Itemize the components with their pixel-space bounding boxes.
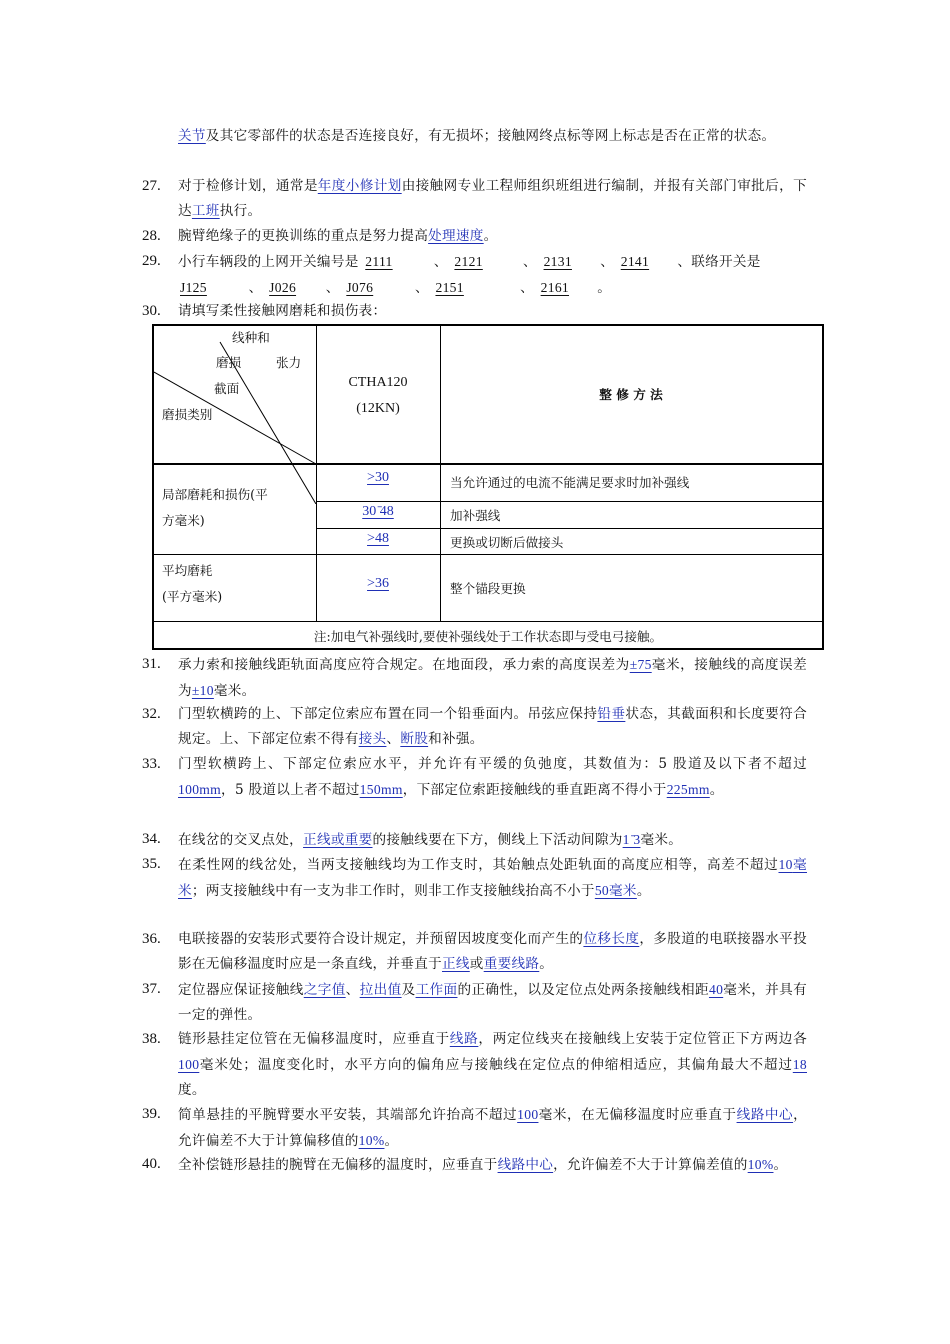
text-span: ，5 股道以上者不超过	[221, 782, 360, 798]
text-span: ，允许偏差不大于计算偏移值的	[178, 1107, 807, 1149]
table-note: 注:加电气补强线时,要使补强线处于工作状态即与受电弓接触。	[313, 629, 663, 644]
question-34	[142, 827, 807, 853]
text-span: 门型软横跨的上、下部定位索应布置在同一个铅垂面内。吊弦应保持	[178, 706, 598, 722]
text-span: 承力索和接触线距轨面高度应符合规定。在地面段，承力索的高度误差为	[178, 657, 630, 673]
text-span: 、	[325, 280, 340, 296]
header-label: 磨损	[216, 355, 242, 370]
blank-field: J026	[269, 280, 297, 295]
text-span: 状态，其截面积和长度要符合规定。上、下部定位索不得有	[178, 706, 808, 747]
blank-field: 2141	[620, 254, 650, 269]
text-span: 的正确性，以及定位点处两条接触线相距	[457, 982, 709, 998]
text-span: 在线岔的交叉点处，	[178, 832, 304, 848]
row-label-local-wear	[162, 482, 268, 534]
header-label: 张力	[276, 355, 302, 370]
answer: 50	[594, 883, 610, 898]
text-span: 30.	[142, 303, 161, 319]
answer: 100	[178, 1057, 200, 1072]
table-value: >30	[367, 470, 389, 485]
blank-field: J076	[346, 280, 374, 295]
text-span: 、	[386, 731, 401, 747]
blank-field: J125	[180, 280, 207, 295]
answer: 工作面	[415, 982, 458, 998]
question-31	[142, 652, 807, 704]
text-span: 。	[384, 1133, 399, 1149]
text-span: 毫米。	[213, 683, 256, 699]
text-span: ，两定位线夹在接触线上安装于定位管正下方两边各	[478, 1031, 807, 1047]
table-value: >36	[367, 576, 389, 591]
intro-paragraph	[142, 124, 807, 149]
answer: 断股	[400, 731, 429, 747]
text-span: ，多股道的电联接器水平投影在无偏移温度时应是一条直线，并垂直于	[178, 931, 807, 972]
answer: 18	[792, 1057, 807, 1072]
text-span: (12KN)	[356, 401, 400, 416]
answer: 拉出值	[359, 982, 402, 998]
text-span: 39.	[142, 1106, 161, 1122]
answer: 10%	[747, 1157, 774, 1172]
text-span: 在柔性网的线岔处，当两支接触线均为工作支时，其始触点处距轨面的高度应相等，高差不超过	[178, 857, 779, 873]
text-span: 执行。	[219, 203, 262, 219]
text-span: 29.	[142, 253, 161, 269]
wear-damage-table	[152, 324, 824, 650]
question-33	[142, 752, 807, 803]
table-method: 更换或切断后做接头	[450, 535, 564, 550]
text-span: 及	[401, 982, 416, 998]
question-38	[142, 1027, 807, 1103]
answer: 线路中心	[736, 1107, 794, 1123]
question-29	[142, 249, 807, 301]
answer: 工班	[191, 203, 220, 219]
blank-field: 2151	[435, 280, 464, 295]
text-span: 34.	[142, 831, 161, 847]
text-span: (平方毫米)	[162, 589, 223, 604]
text-span: 方毫米)	[162, 513, 205, 528]
text-span: 局部磨耗和损伤(平	[162, 487, 268, 502]
answer: 之字值	[303, 982, 346, 998]
text-span: 、	[248, 280, 263, 296]
header-label: 线种和	[232, 330, 270, 345]
table-method: 整个锚段更换	[450, 581, 526, 596]
question-27	[142, 174, 807, 224]
blank-field: 2111	[365, 254, 393, 269]
text-span: 。	[709, 782, 724, 798]
text-span: 门型软横跨上、下部定位索应水平，并允许有平缓的负弛度，其数值为：5 股道及以下者不超过	[178, 756, 807, 772]
text-span: 及其它零部件的状态是否连接良好，有无损坏；接触网终点标等网上标志是否在正常的状态。	[205, 128, 776, 144]
question-30	[142, 299, 807, 324]
column-header-ctha120	[316, 370, 440, 422]
text-span: 37.	[142, 981, 161, 997]
answer: 关节	[178, 128, 206, 144]
answer: 处理速度	[428, 228, 484, 244]
text-span: 毫米。	[640, 832, 683, 848]
answer: 40	[708, 982, 724, 997]
text-span: 33.	[142, 756, 161, 772]
answer: 1 ̄3	[622, 832, 641, 847]
blank-field: 2131	[543, 254, 572, 269]
header-label: 截面	[214, 381, 240, 396]
text-span: 或	[469, 956, 484, 972]
text-span: 、	[600, 254, 615, 270]
text-span: 平均磨耗	[162, 563, 213, 578]
question-35	[142, 852, 807, 904]
text-span: ；两支接触线中有一支为非工作时，则非工作支接触线抬高不小于	[191, 883, 595, 899]
answer: ±75	[629, 657, 652, 672]
text-span: 由接触网专业工程师组织班组进行编制，并报有关部门审批后，下达	[178, 178, 808, 219]
text-span: 。	[539, 956, 554, 972]
text-span: 27.	[142, 178, 161, 194]
text-span: 。	[483, 228, 498, 244]
text-span: 和补强。	[428, 731, 484, 747]
answer: 重要线路	[483, 956, 540, 972]
answer: 年度小修计划	[317, 178, 402, 194]
blank-field: 2121	[454, 254, 483, 269]
text-span: ，下部定位索距接触线的垂直距离不得小于	[402, 782, 667, 798]
text-span: 的接触线要在下方，侧线上下活动间隙为	[372, 832, 623, 848]
header-label: 磨损类别	[162, 407, 213, 422]
text-span: 40.	[142, 1156, 161, 1172]
text-span: 28.	[142, 228, 161, 244]
question-37	[142, 977, 807, 1028]
table-method: 加补强线	[450, 508, 501, 523]
answer: 接头	[358, 731, 387, 747]
text-span: 35.	[142, 856, 161, 872]
question-40	[142, 1152, 807, 1178]
question-28	[142, 224, 807, 249]
answer: 毫米	[609, 883, 637, 899]
answer: 225mm	[666, 782, 710, 797]
text-span: CTHA120	[348, 375, 408, 390]
table-value: 30 ̄48	[362, 504, 394, 519]
answer: 铅垂	[597, 706, 626, 722]
table-method: 当允许通过的电流不能满足要求时加补强线	[450, 475, 690, 490]
answer: 毫米	[178, 857, 807, 899]
answer: 100	[517, 1107, 539, 1122]
text-span: 38.	[142, 1031, 161, 1047]
answer: 正线或重要	[303, 832, 373, 848]
answer: 正线	[441, 956, 470, 972]
text-span: 。	[597, 280, 612, 296]
text-span: 32.	[142, 706, 161, 722]
table-value: >48	[367, 531, 389, 546]
text-span: 电联接器的安装形式要符合设计规定，并预留因坡度变化而产生的	[178, 931, 584, 947]
answer: ±10	[191, 683, 214, 698]
text-span: 毫米，在无偏移温度时应垂直于	[538, 1107, 737, 1123]
text-span: 简单悬挂的平腕臂要水平安装，其端部允许抬高不超过	[178, 1107, 518, 1123]
text-span: 、	[520, 280, 534, 296]
question-32	[142, 702, 807, 752]
text-span: 36.	[142, 931, 161, 947]
column-header-method: 整 修 方 法	[599, 387, 663, 402]
answer: 100mm	[178, 782, 222, 797]
text-span: 定位器应保证接触线	[178, 982, 304, 998]
answer: 位移长度	[583, 931, 640, 947]
answer: 10%	[358, 1133, 385, 1148]
text-span: 31.	[142, 656, 161, 672]
text-span: 、	[345, 982, 360, 998]
text-span: 毫米处；温度变化时，水平方向的偏角应与接触线在定位点的伸缩相适应，其偏角最大不超过	[199, 1057, 793, 1073]
text-span: 度。	[178, 1082, 206, 1098]
text-span: 小行车辆段的上网开关编号是	[178, 254, 359, 270]
text-span: ，允许偏差不大于计算偏差值的	[553, 1157, 748, 1173]
text-span: 、	[414, 280, 429, 296]
text-span: 链形悬挂定位管在无偏移温度时，应垂直于	[178, 1031, 450, 1047]
text-span: 腕臂绝缘子的更换训练的重点是努力提高	[178, 228, 429, 244]
text-span: 对于检修计划，通常是	[178, 178, 318, 194]
blank-field: 2161	[540, 280, 570, 295]
text-span: 、	[523, 254, 537, 270]
text-span: 全补偿链形悬挂的腕臂在无偏移的温度时，应垂直于	[178, 1157, 498, 1173]
text-span: 。	[773, 1157, 788, 1173]
text-span: 毫米，接触线的高度误差为	[178, 657, 807, 699]
answer: 线路中心	[497, 1157, 554, 1173]
question-39	[142, 1102, 807, 1154]
answer: 线路	[449, 1031, 479, 1047]
answer: 150mm	[359, 782, 403, 797]
row-label-average-wear	[162, 558, 222, 610]
text-span: 。	[636, 883, 651, 899]
question-36	[142, 927, 807, 977]
text-span: 毫米，并具有一定的弹性。	[178, 982, 807, 1023]
text-span: 、联络开关是	[677, 254, 761, 270]
text-span: 请填写柔性接触网磨耗和损伤表：	[178, 303, 387, 319]
text-span: 、	[433, 254, 448, 270]
answer: 10	[778, 857, 793, 872]
